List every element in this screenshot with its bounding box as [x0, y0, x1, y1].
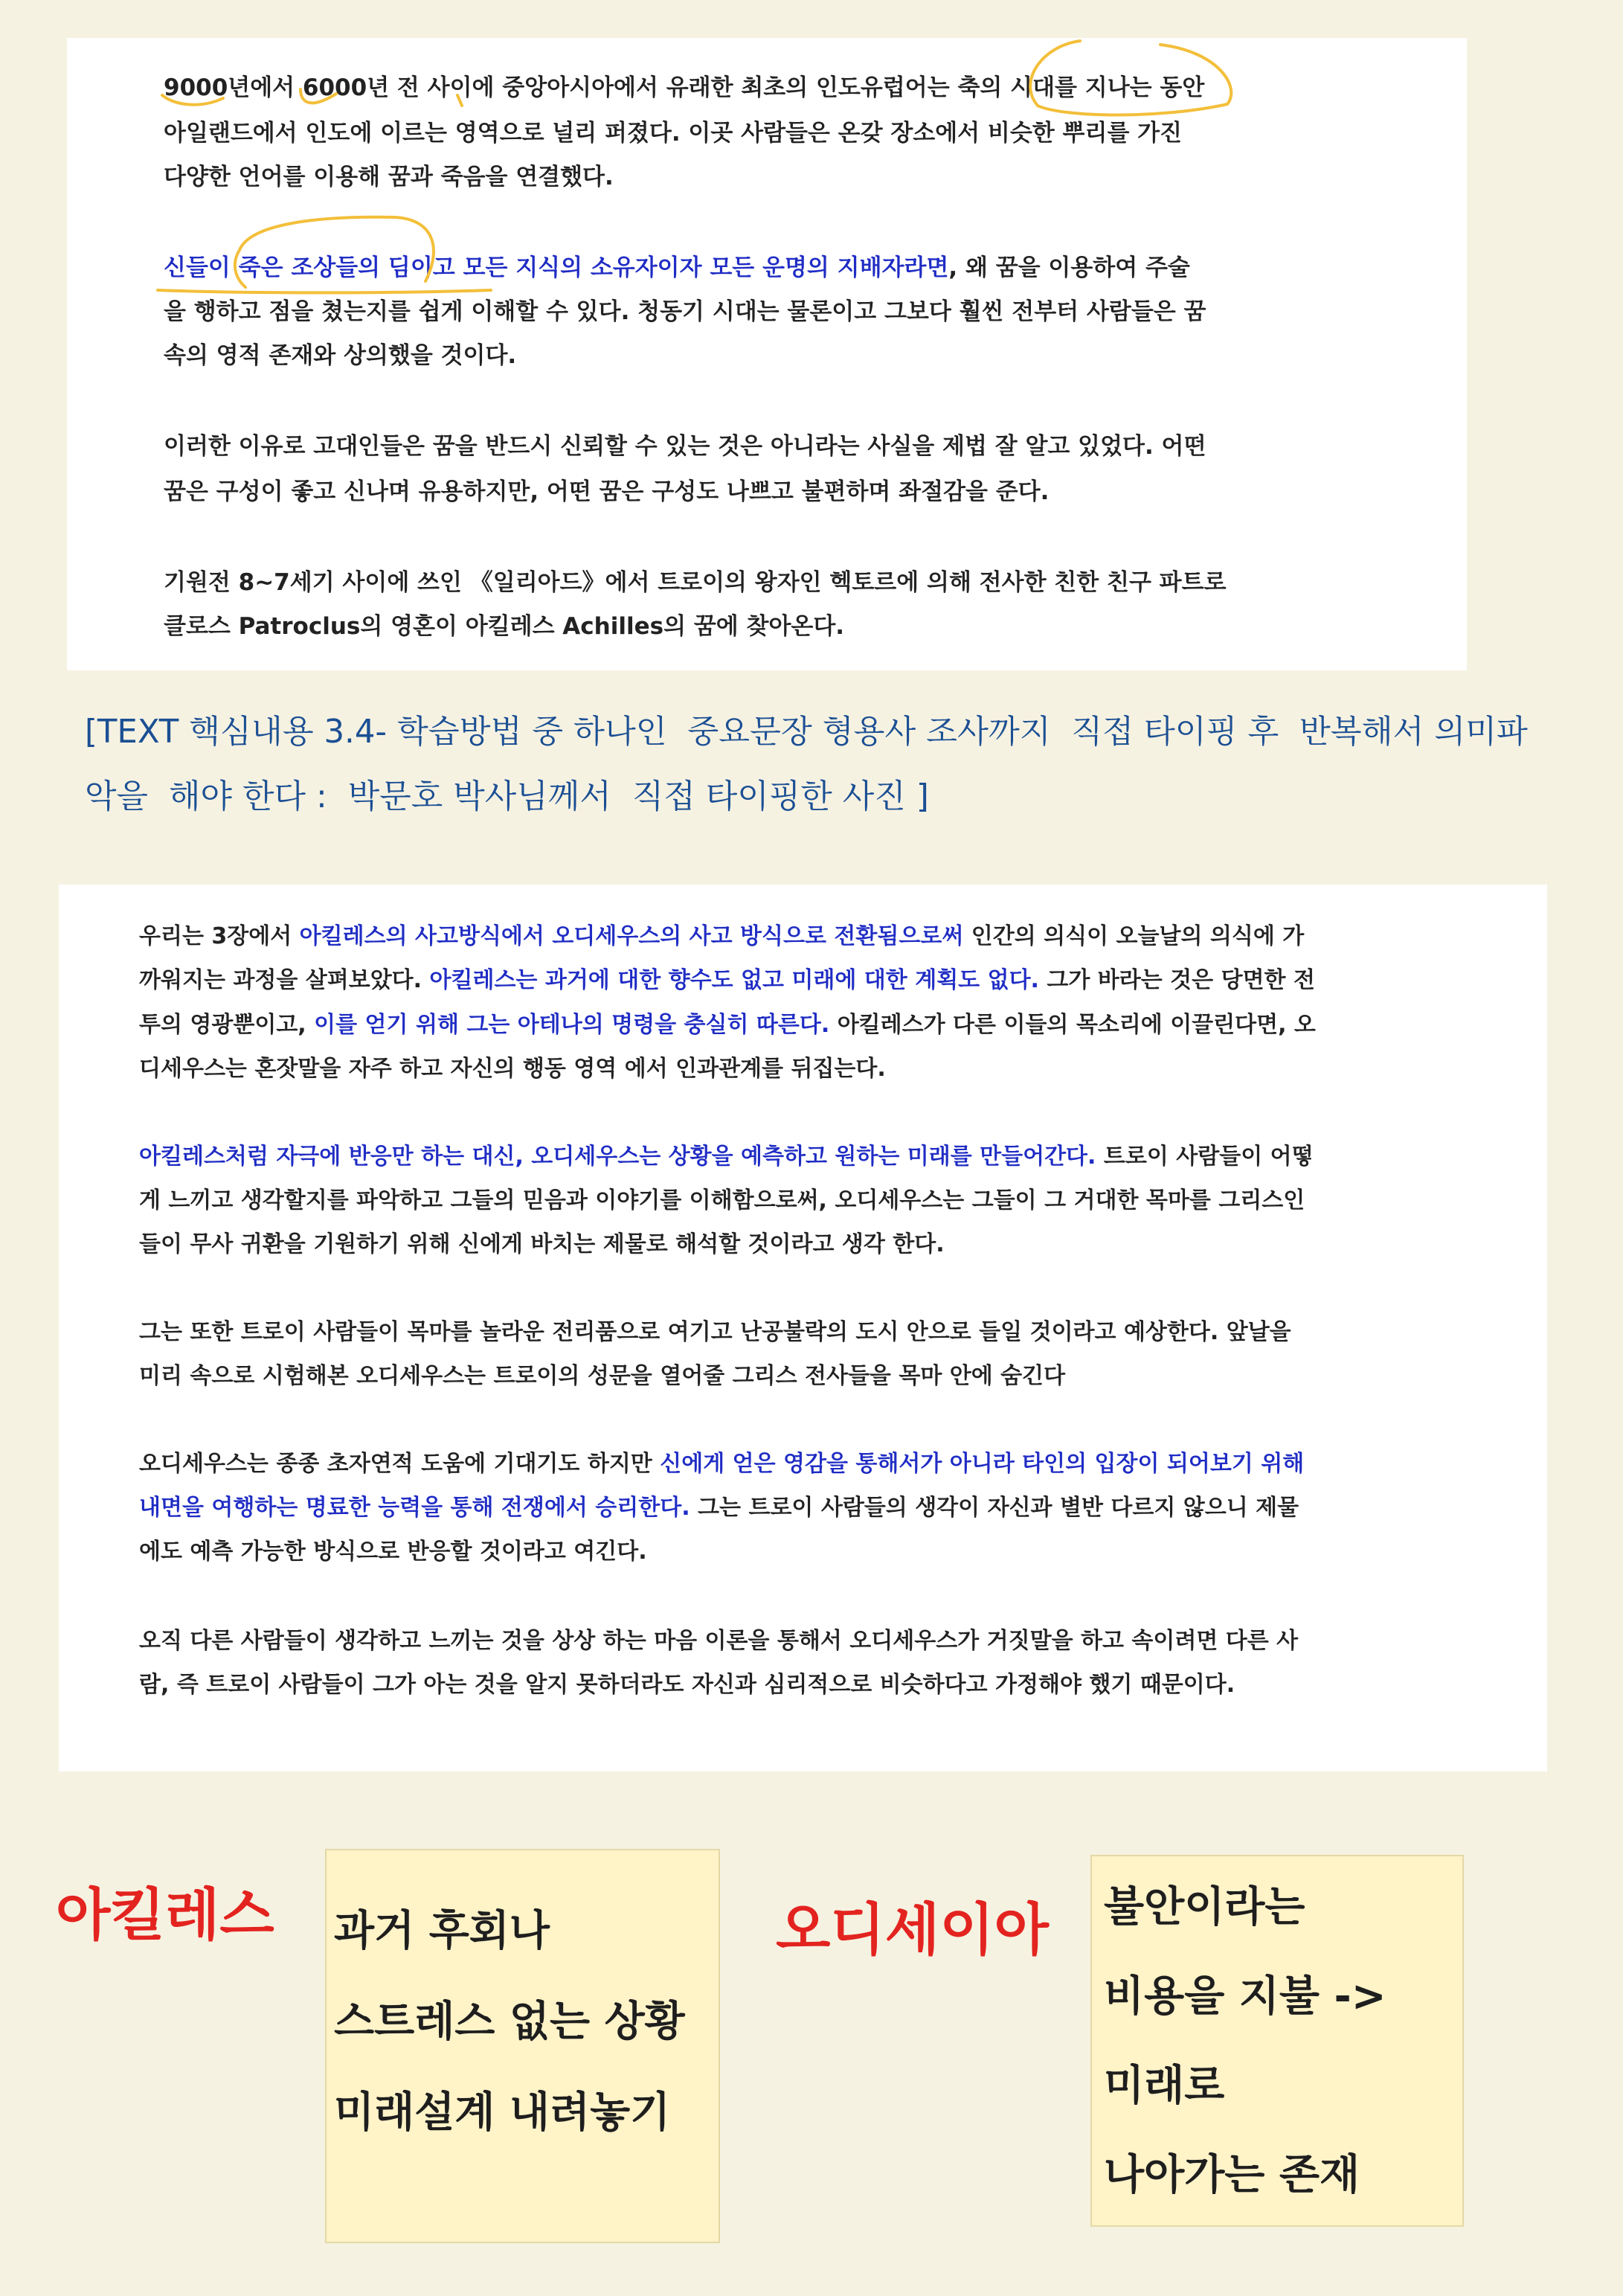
excerpt-line: [139, 1135, 1500, 1179]
emphasized-text: 아킬레스처럼 자극에 반응만 하는 대신, 오디세우스는 상황을 예측하고 원하는 미래를 만들어간다.: [139, 1144, 1096, 1170]
emphasized-text: 내면을 여행하는 명료한 능력을 통해 전쟁에서 승리한다.: [139, 1495, 690, 1521]
excerpt-line: [164, 333, 1369, 378]
note-line: 나아가는 존재: [1104, 2151, 1360, 2199]
excerpt-line: [139, 1530, 1500, 1574]
body-text: 이러한 이유로 고대인들은 꿈을 반드시 신뢰할 수 있는 것은 아니라는 사실을 제법 잘 알고 있었다. 어떤: [164, 433, 1206, 460]
achilles-sticky-note: [325, 1849, 720, 2243]
excerpt-line: [139, 1442, 1500, 1487]
emphasized-text: 신에게 얻은 영감을 통해서가 아니라 타인의 입장이 되어보기 위해: [660, 1451, 1305, 1477]
body-text: 인간의 의식이 오늘날의 의식에 가: [963, 923, 1305, 949]
body-text: 미리 속으로 시험해본 오디세우스는 트로이의 성문을 열어줄 그리스 전사들을 목마 안에 숨긴다: [139, 1363, 1066, 1389]
book-excerpt-odysseus: [59, 885, 1547, 1771]
body-text: 들이 무사 귀환을 기원하기 위해 신에게 바치는 제물로 해석할 것이라고 생각 한다.: [139, 1231, 945, 1257]
excerpt-line: [139, 958, 1500, 1003]
excerpt-line: [164, 289, 1369, 334]
excerpt-line: [164, 604, 1369, 649]
emphasized-text: 아킬레스의 사고방식에서 오디세우스의 사고 방식으로 전환됨으로써: [299, 923, 964, 949]
note-line: 미래로: [1104, 2062, 1225, 2110]
excerpt-line: [164, 65, 1369, 110]
book-excerpt-dreams: [67, 38, 1467, 670]
body-text: 그는 또한 트로이 사람들이 목마를 놀라운 전리품으로 여기고 난공불락의 도시 안으로 들일 것이라고 예상한다. 앞날을: [139, 1319, 1291, 1345]
body-text: 오직 다른 사람들이 생각하고 느끼는 것을 상상 하는 마음 이론을 통해서 오디세우스가 거짓말을 하고 속이려면 다른 사: [139, 1628, 1299, 1654]
note-line: 과거 후회나: [334, 1907, 550, 1955]
body-text: 9000년에서 6000년 전 사이에 중앙아시아에서 유래한 최초의 인도유럽어는 축의 시대를 지나는 동안: [164, 74, 1205, 101]
caption-line: 악을 해야 한다 : 박문호 박사님께서 직접 타이핑한 사진 ]: [85, 777, 929, 815]
excerpt-line: [139, 1663, 1500, 1707]
body-text: 트로이 사람들이 어떻: [1096, 1144, 1314, 1170]
excerpt-line: [139, 1619, 1500, 1664]
body-text: 에도 예측 가능한 방식으로 반응할 것이라고 여긴다.: [139, 1539, 647, 1565]
body-text: 속의 영적 존재와 상의했을 것이다.: [164, 342, 517, 369]
odyssey-sticky-note: [1090, 1855, 1464, 2227]
body-text: 그는 트로이 사람들의 생각이 자신과 별반 다르지 않으니 제물: [690, 1495, 1299, 1521]
body-text: 람, 즉 트로이 사람들이 그가 아는 것을 알지 못하더라도 자신과 심리적으로 비슷하다고 가정해야 했기 때문이다.: [139, 1672, 1235, 1698]
body-text: 게 느끼고 생각할지를 파악하고 그들의 믿음과 이야기를 이해함으로써, 오디세우스는 그들이 그 거대한 목마를 그리스인: [139, 1187, 1305, 1213]
note-line: 불안이라는: [1104, 1883, 1305, 1931]
note-line: 스트레스 없는 상황: [334, 1998, 685, 2046]
caption-line: [TEXT 핵심내용 3.4- 학습방법 중 하나인 중요문장 형용사 조사까지 직접 타이핑 후 반복해서 의미파: [85, 714, 1528, 751]
body-text: 을 행하고 점을 쳤는지를 쉽게 이해할 수 있다. 청동기 시대는 물론이고 그보다 훨씬 전부터 사람들은 꿈: [164, 298, 1206, 325]
note-line: 미래설계 내려놓기: [334, 2088, 671, 2137]
excerpt-line: [139, 1003, 1500, 1048]
note-line: 비용을 지불 ->: [1104, 1972, 1386, 2021]
excerpt-line: [164, 111, 1369, 155]
body-text: 클로스 Patroclus의 영혼이 아킬레스 Achilles의 꿈에 찾아온다.: [164, 613, 845, 640]
body-text: 기원전 8~7세기 사이에 쓰인 《일리아드》에서 트로이의 왕자인 헥토르에 의해 전사한 친한 친구 파트로: [164, 569, 1227, 596]
achilles-label: 아킬레스: [56, 1882, 274, 1948]
excerpt-line: [139, 1222, 1500, 1267]
excerpt-line: [139, 1179, 1500, 1223]
body-text: 오디세우스는 종종 초자연적 도움에 기대기도 하지만: [139, 1451, 661, 1477]
excerpt-line: [139, 1047, 1500, 1091]
body-text: , 왜 꿈을 이용하여 주술: [948, 254, 1190, 281]
body-text: 디세우스는 혼잣말을 자주 하고 자신의 행동 영역 에서 인과관계를 뒤집는다.: [139, 1056, 886, 1082]
excerpt-line: [164, 246, 1369, 290]
body-text: 다양한 언어를 이용해 꿈과 죽음을 연결했다.: [164, 164, 614, 190]
excerpt-line: [164, 155, 1369, 199]
odyssey-label: 오디세이아: [776, 1896, 1050, 1963]
excerpt-line: [164, 560, 1369, 605]
emphasized-text: 이를 얻기 위해 그는 아테나의 명령을 충실히 따른다.: [314, 1012, 830, 1038]
body-text: 아킬레스가 다른 이들의 목소리에 이끌린다면, 오: [829, 1012, 1316, 1038]
body-text: 우리는 3장에서: [139, 923, 300, 949]
body-text: 그가 바라는 것은 당면한 전: [1038, 967, 1315, 993]
excerpt-line: [139, 914, 1500, 959]
emphasized-text: 아킬레스는 과거에 대한 향수도 없고 미래에 대한 계획도 없다.: [429, 967, 1039, 993]
emphasized-text: 신들이 죽은 조상들의 딤이고 모든 지식의 소유자이자 모든 운명의 지배자라면: [164, 254, 949, 281]
excerpt-line: [164, 469, 1369, 514]
body-text: 투의 영광뿐이고,: [139, 1012, 315, 1038]
excerpt-line: [139, 1486, 1500, 1530]
body-text: 까워지는 과정을 살펴보았다.: [139, 967, 430, 993]
excerpt-line: [139, 1354, 1500, 1399]
excerpt-line: [139, 1310, 1500, 1355]
body-text: 꿈은 구성이 좋고 신나며 유용하지만, 어떤 꿈은 구성도 나쁘고 불편하며 좌절감을 준다.: [164, 478, 1050, 505]
excerpt-line: [164, 424, 1369, 469]
body-text: 아일랜드에서 인도에 이르는 영역으로 널리 퍼졌다. 이곳 사람들은 온갖 장소에서 비슷한 뿌리를 가진: [164, 120, 1183, 147]
